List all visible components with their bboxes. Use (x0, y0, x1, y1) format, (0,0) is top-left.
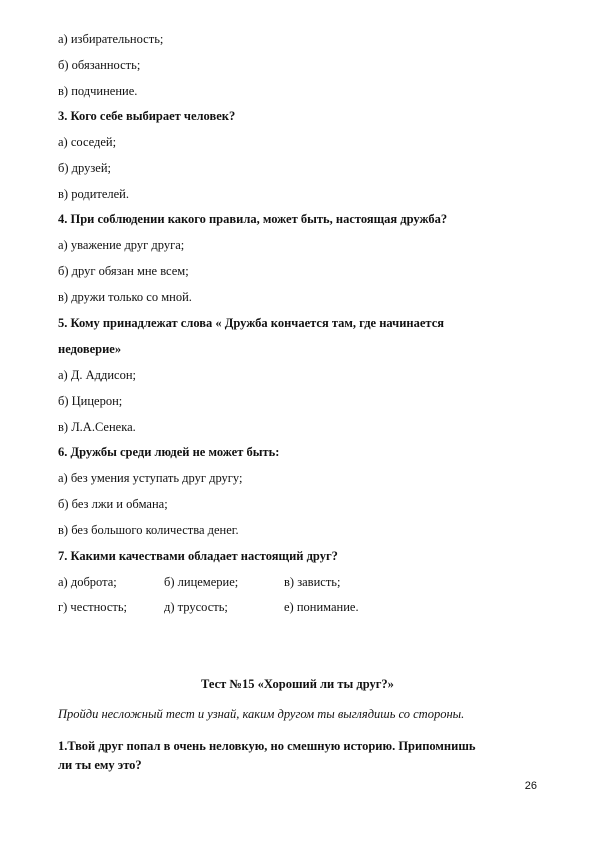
question-3: 3. Кого себе выбирает человек? (58, 109, 236, 123)
q7-option-f: е) понимание. (284, 600, 359, 614)
q6-option-b: б) без лжи и обмана; (58, 497, 168, 511)
q7-option-b: б) лицемерие; (164, 575, 239, 589)
q4-option-b: б) друг обязан мне всем; (58, 264, 189, 278)
test-15-title: Тест №15 «Хороший ли ты друг?» (201, 677, 394, 691)
q3-option-a: а) соседей; (58, 135, 117, 149)
q7-option-e: д) трусость; (164, 600, 228, 614)
question-5-line2: недоверие» (58, 342, 122, 356)
test-15-question-1-line1: 1.Твой друг попал в очень неловкую, но смешную историю. Припомнишь (58, 739, 476, 753)
q6-option-c: в) без большого количества денег. (58, 523, 239, 537)
option-b-duty: б) обязанность; (58, 58, 141, 72)
test-15-question-1-line2: ли ты ему это? (58, 758, 142, 772)
option-a-selectivity: а) избирательность; (58, 32, 164, 46)
q3-option-b: б) друзей; (58, 161, 111, 175)
q4-option-c: в) дружи только со мной. (58, 290, 192, 304)
page-number: 26 (524, 780, 537, 792)
q7-option-a: а) доброта; (58, 575, 117, 589)
question-6: 6. Дружбы среди людей не может быть: (58, 445, 280, 459)
question-5-line1: 5. Кому принадлежат слова « Дружба кончается там, где начинается (58, 316, 445, 330)
question-7: 7. Какими качествами обладает настоящий друг? (58, 549, 338, 563)
q5-option-a: а) Д. Аддисон; (58, 368, 137, 382)
q5-option-b: б) Цицерон; (58, 394, 123, 408)
question-4: 4. При соблюдении какого правила, может быть, настоящая дружба? (58, 212, 448, 226)
option-c-subordination: в) подчинение. (58, 84, 138, 98)
q3-option-c: в) родителей. (58, 187, 129, 201)
q6-option-a: а) без умения уступать друг другу; (58, 471, 243, 485)
q7-option-d: г) честность; (58, 600, 128, 614)
q5-option-c: в) Л.А.Сенека. (58, 420, 136, 434)
test-15-intro: Пройди несложный тест и узнай, каким другом ты выглядишь со стороны. (58, 707, 465, 721)
q7-option-c: в) зависть; (284, 575, 341, 589)
q4-option-a: а) уважение друг друга; (58, 238, 185, 252)
